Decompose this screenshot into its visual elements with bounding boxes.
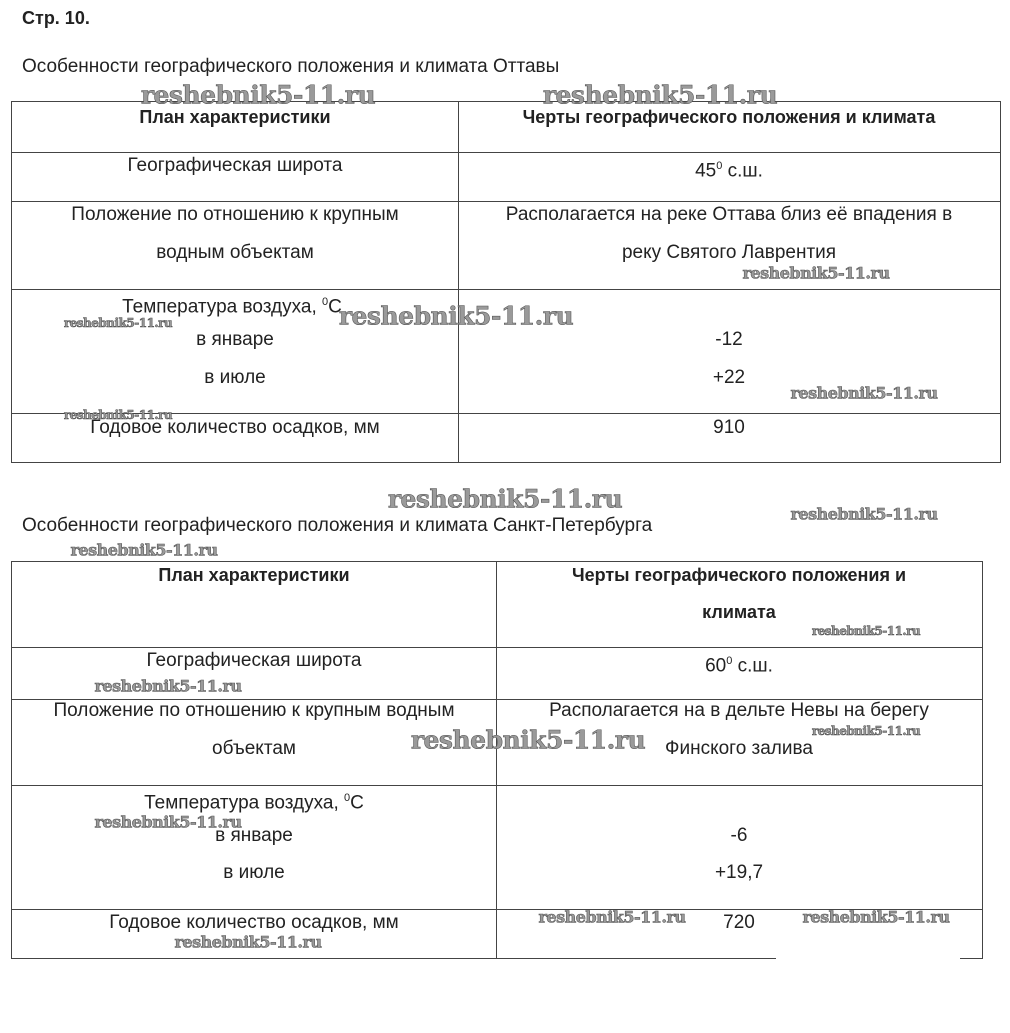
watermark: reshebnik5-11.ru: [538, 907, 686, 927]
cell-label: Температура воздуха, $^0$С: [122, 296, 342, 318]
watermark: reshebnik5-11.ru: [63, 408, 173, 422]
cell-value: 720: [723, 912, 755, 933]
cell-value: -12: [715, 329, 743, 350]
section-title-ottawa: Особенности географического положения и климата Оттавы: [22, 56, 560, 77]
watermark: reshebnik5-11.ru: [70, 540, 218, 560]
watermark: reshebnik5-11.ru: [790, 383, 938, 403]
cell-label: объектам: [212, 738, 296, 759]
watermark: reshebnik5-11.ru: [802, 907, 950, 927]
cell-label: в январе: [215, 825, 293, 846]
header-features: климата: [702, 602, 776, 622]
cell-label: в январе: [196, 329, 274, 350]
header-features: Черты географического положения и: [571, 565, 907, 585]
watermark: reshebnik5-11.ru: [140, 80, 376, 110]
watermark: reshebnik5-11.ru: [790, 504, 938, 524]
cell-value: Располагается на реке Оттава близ её впадения в: [505, 204, 953, 225]
cell-value: Финского залива: [665, 738, 813, 759]
watermark: reshebnik5-11.ru: [94, 676, 242, 696]
watermark: reshebnik5-11.ru: [338, 301, 574, 331]
watermark: reshebnik5-11.ru: [742, 263, 890, 283]
watermark: reshebnik5-11.ru: [174, 932, 322, 952]
watermark: reshebnik5-11.ru: [387, 484, 623, 514]
header-features: Черты географического положения и климата: [522, 107, 936, 127]
watermark: reshebnik5-11.ru: [94, 812, 242, 832]
watermark: reshebnik5-11.ru: [811, 724, 921, 738]
cell-label: Положение по отношению к крупным: [71, 204, 399, 225]
header-plan: План характеристики: [139, 107, 331, 127]
cell-label: в июле: [204, 367, 266, 388]
watermark: reshebnik5-11.ru: [410, 725, 646, 755]
watermark: reshebnik5-11.ru: [542, 80, 778, 110]
cell-label: Температура воздуха, $^0$С: [144, 792, 364, 814]
cell-value: +19,7: [714, 862, 764, 883]
watermark: reshebnik5-11.ru: [811, 624, 921, 638]
cell-label: Годовое количество осадков, мм: [90, 417, 380, 438]
page-label: Стр. 10.: [22, 8, 90, 28]
cell-value: реку Святого Лаврентия: [621, 242, 837, 263]
watermark: reshebnik5-11.ru: [63, 316, 173, 330]
cell-value: 910: [713, 417, 745, 438]
cell-value: -6: [730, 825, 748, 846]
cell-value: $60^0$ с.ш.: [705, 655, 773, 677]
section-title-spb: Особенности географического положения и климата Санкт-Петербурга: [22, 515, 653, 536]
cell-label: водным объектам: [156, 242, 314, 263]
cell-value: Располагается на в дельте Невы на берегу: [549, 700, 929, 721]
cell-value: $45^0$ с.ш.: [695, 160, 763, 182]
cell-label: Положение по отношению к крупным водным: [53, 700, 455, 721]
cell-label: Географическая широта: [127, 155, 343, 176]
header-plan: План характеристики: [158, 565, 350, 585]
cell-value: +22: [712, 367, 746, 388]
cell-label: в июле: [223, 862, 285, 883]
cell-label: Географическая широта: [146, 650, 362, 671]
cell-label: Годовое количество осадков, мм: [109, 912, 399, 933]
